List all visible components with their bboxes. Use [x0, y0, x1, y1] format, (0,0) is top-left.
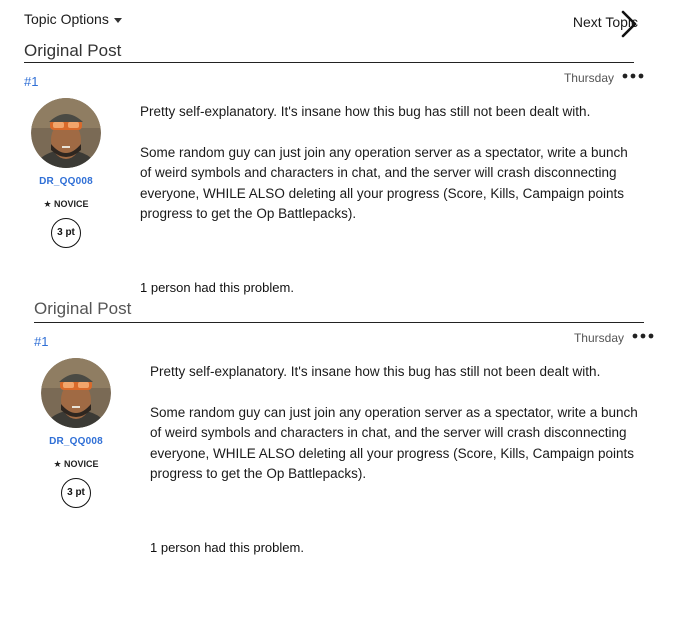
more-options-icon[interactable]: [622, 70, 644, 82]
topic-toolbar: [0, 0, 690, 40]
avatar[interactable]: [41, 358, 111, 428]
caret-down-icon: [114, 18, 122, 23]
post-paragraph: Pretty self-explanatory. It's insane how this bug has still not been dealt with.: [140, 104, 591, 119]
post-date: Thursday: [563, 71, 614, 85]
post-number-link[interactable]: #1: [34, 334, 49, 349]
post: [24, 40, 644, 295]
post-body: [140, 102, 640, 245]
author-card: [34, 358, 118, 508]
topic-options-dropdown[interactable]: [24, 11, 122, 27]
post-paragraph: Pretty self-explanatory. It's insane how this bug has still not been dealt with.: [150, 364, 601, 379]
problem-count: 1 person had this problem.: [140, 280, 294, 295]
author-card: [24, 98, 108, 248]
next-topic-label: Next Topic: [572, 14, 638, 30]
avatar[interactable]: [31, 98, 101, 168]
author-points-badge: 3 pt: [51, 218, 81, 248]
author-username[interactable]: DR_QQ008: [39, 176, 93, 187]
post-paragraph: Some random guy can just join any operation server as a spectator, write a bunch of weird symbols and characters in chat, and the server will crash disconnecting everyone, WHILE ALSO deleting all your progress (Score, Kills, Campaign points progress to get the Op Battlepacks).: [150, 404, 638, 481]
problem-count: 1 person had this problem.: [150, 540, 304, 555]
author-points-badge: 3 pt: [61, 478, 91, 508]
post-paragraph: Some random guy can just join any operation server as a spectator, write a bunch of weird symbols and characters in chat, and the server will crash disconnecting everyone, WHILE ALSO deleting all your progress (Score, Kills, Campaign points progress to get the Op Battlepacks).: [140, 144, 628, 221]
topic-options-label: Topic Options: [24, 11, 109, 27]
author-username[interactable]: DR_QQ008: [49, 436, 103, 447]
post: [34, 300, 654, 555]
section-title: Original Post: [34, 300, 644, 323]
post-number-link[interactable]: #1: [24, 74, 39, 89]
section-title: Original Post: [24, 40, 634, 63]
author-rank: ★ NOVICE: [43, 199, 89, 209]
post-meta: [34, 326, 654, 348]
post-meta: [24, 66, 644, 88]
chevron-right-icon[interactable]: [620, 10, 638, 38]
post-body: [150, 362, 650, 505]
author-rank: ★ NOVICE: [53, 459, 99, 469]
post-date: Thursday: [573, 331, 624, 345]
more-options-icon[interactable]: [632, 330, 654, 342]
